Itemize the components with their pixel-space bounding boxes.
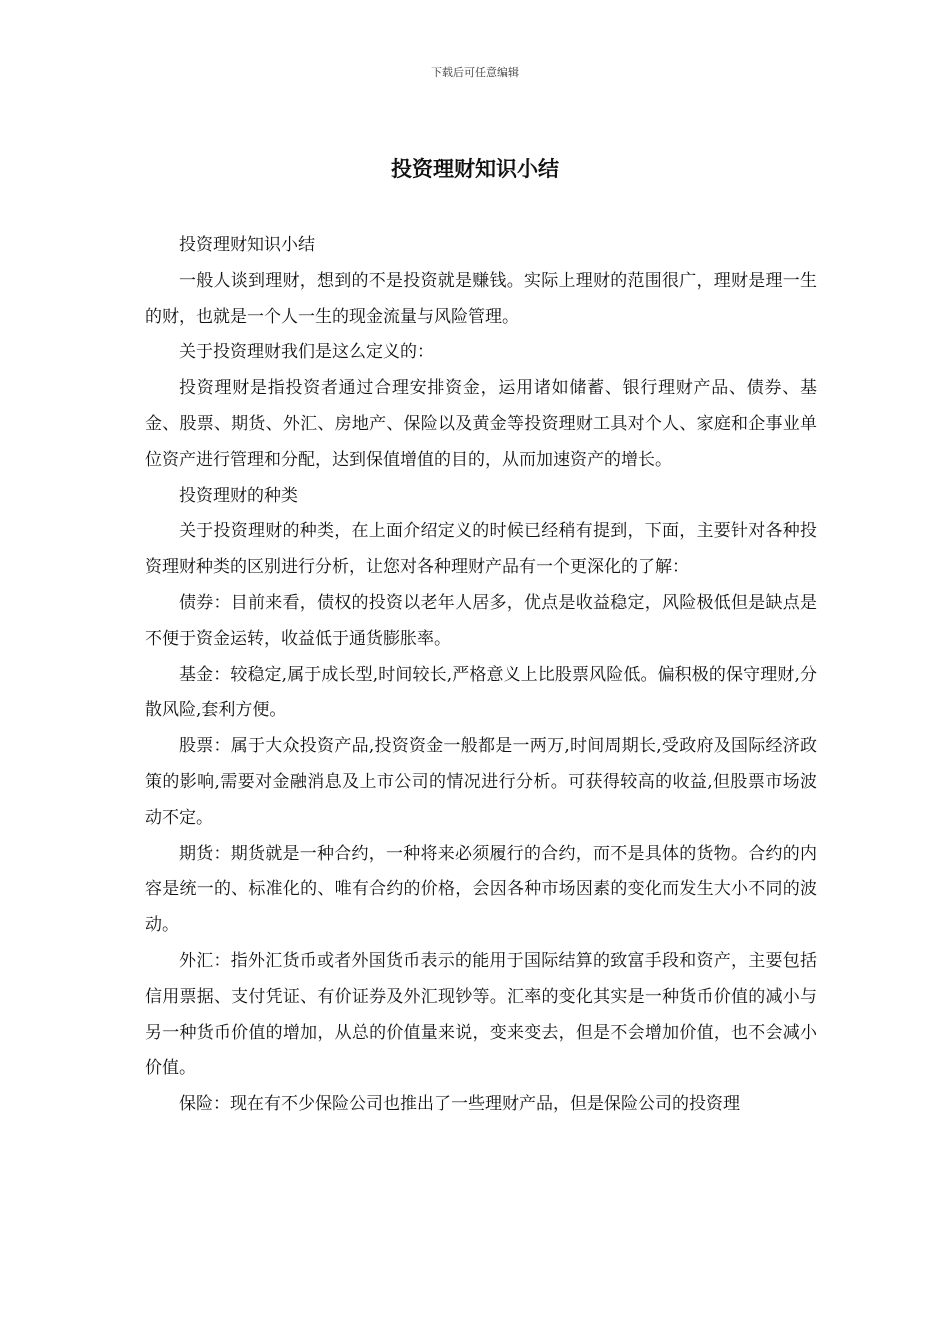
paragraph-funds: 基金：较稳定,属于成长型,时间较长,严格意义上比股票风险低。偏积极的保守理财,分散风险,套利方便。 (145, 664, 817, 721)
paragraph-intro: 一般人谈到理财，想到的不是投资就是赚钱。实际上理财的范围很广，理财是理一生的财，也就是一个人一生的现金流量与风险管理。 (145, 270, 817, 327)
header-note: 下载后可任意编辑 (431, 66, 519, 79)
paragraph-futures: 期货：期货就是一种合约，一种将来必须履行的合约，而不是具体的货物。合约的内容是统一的、标准化的、唯有合约的价格，会因各种市场因素的变化而发生大小不同的波动。 (145, 843, 817, 936)
document-title: 投资理财知识小结 (391, 156, 559, 181)
paragraph-types-intro: 关于投资理财的种类，在上面介绍定义的时候已经稍有提到，下面，主要针对各种投资理财种类的区别进行分析，让您对各种理财产品有一个更深化的了解： (145, 521, 817, 578)
paragraph-stocks: 股票：属于大众投资产品,投资资金一般都是一两万,时间周期长,受政府及国际经济政策的影响,需要对金融消息及上市公司的情况进行分析。可获得较高的收益,但股票市场波动不定。 (145, 736, 817, 828)
paragraph-types-heading: 投资理财的种类 (179, 485, 298, 506)
paragraph-insurance: 保险：现在有不少保险公司也推出了一些理财产品，但是保险公司的投资理 (179, 1094, 740, 1115)
paragraph-definition-lead: 关于投资理财我们是这么定义的： (179, 342, 434, 363)
paragraph-bonds: 债券：目前来看，债权的投资以老年人居多，优点是收益稳定，风险极低但是缺点是不便于资金运转，收益低于通货膨胀率。 (145, 592, 817, 649)
document-body (145, 228, 817, 1123)
paragraph-definition: 投资理财是指投资者通过合理安排资金，运用诸如储蓄、银行理财产品、债券、基金、股票、期货、外汇、房地产、保险以及黄金等投资理财工具对个人、家庭和企事业单位资产进行管理和分配，达到保值增值的目的，从而加速资产的增长。 (145, 378, 817, 470)
paragraph-forex: 外汇：指外汇货币或者外国货币表示的能用于国际结算的致富手段和资产，主要包括信用票据、支付凭证、有价证券及外汇现钞等。汇率的变化其实是一种货币价值的减小与另一种货币价值的增加，从总的价值量来说，变来变去，但是不会增加价值，也不会减小价值。 (145, 950, 817, 1079)
paragraph-subtitle: 投资理财知识小结 (179, 235, 315, 255)
